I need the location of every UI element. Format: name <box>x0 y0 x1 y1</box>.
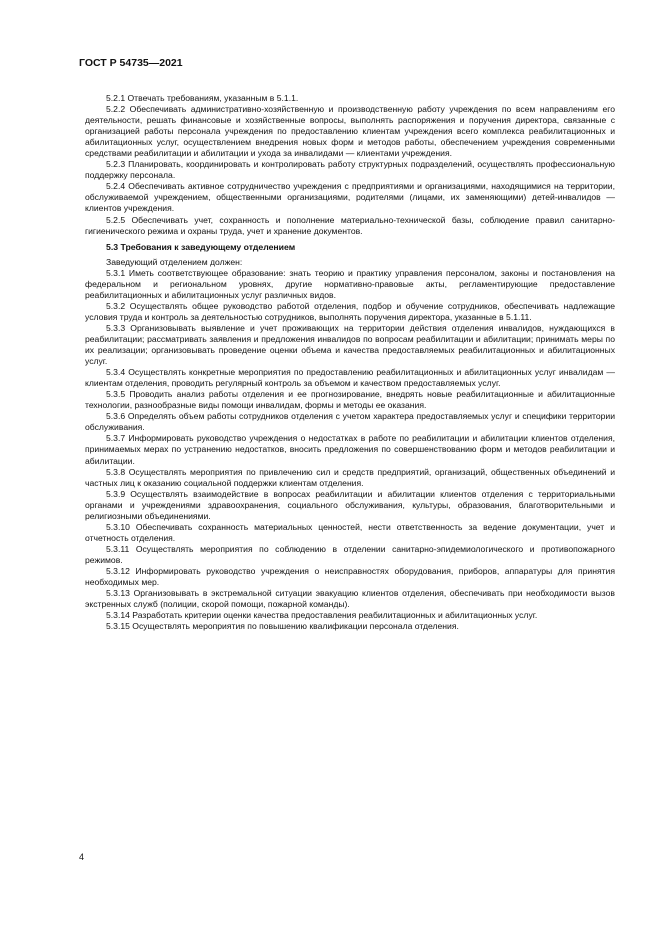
paragraph-5-2-3: 5.2.3 Планировать, координировать и контролировать работу структурных подразделений, осуществлять профессиональную поддержку персонала. <box>85 159 615 181</box>
section-5-3-intro: Заведующий отделением должен: <box>106 256 243 267</box>
paragraph-5-3-9: 5.3.9 Осуществлять взаимодействие в вопросах реабилитации и абилитации клиентов отделения с территориальными органами и учреждениями здравоохранения, социального обслуживания, культуры, образования, благотворительными и религиозными объединениями. <box>85 488 615 521</box>
section-5-3-title: 5.3 Требования к заведующему отделением <box>106 241 296 252</box>
paragraph-5-3-3: 5.3.3 Организовывать выявление и учет проживающих на территории действия отделения инвалидов, нуждающихся в реабилитации; рассматривать заявления и предложения инвалидов по вопросам реабилитации и абилитации; принимать меры по их реализации; организовывать проведение оценки объема и качества предоставляемых реабилитационных и абилитационных услуг. <box>85 322 615 367</box>
document-header: ГОСТ Р 54735—2021 <box>79 57 183 69</box>
paragraph-5-3-13: 5.3.13 Организовывать в экстремальной ситуации эвакуацию клиентов отделения, обеспечивать при необходимости вызов экстренных служб (полиции, скорой помощи, пожарной команды). <box>85 588 615 610</box>
paragraph-5-3-2: 5.3.2 Осуществлять общее руководство работой отделения, подбор и обучение сотрудников, обеспечивать надлежащие условия труда и контроль за деятельностью сотрудников, выполнять поручения директора, указанные в 5.1.11. <box>85 300 615 322</box>
paragraph-5-3-7: 5.3.7 Информировать руководство учреждения о недостатках в работе по реабилитации и абилитации клиентов отделения, принимаемых мерах по устранению недостатков, вносить предложения по совершенствованию форм и методов реабилитации и абилитации. <box>85 433 615 466</box>
paragraph-5-3-5: 5.3.5 Проводить анализ работы отделения и ее прогнозирование, внедрять новые реабилитационные и абилитационные технологии, разнообразные виды помощи инвалидам, формы и методы ее оказания. <box>85 389 615 411</box>
paragraph-5-3-6: 5.3.6 Определять объем работы сотрудников отделения с учетом характера предоставляемых услуг и специфики территории обслуживания. <box>85 411 615 433</box>
paragraph-5-3-12: 5.3.12 Информировать руководство учреждения о неисправностях оборудования, приборов, аппаратуры для принятия необходимых мер. <box>85 565 615 588</box>
paragraph-5-2-2: 5.2.2 Обеспечивать административно-хозяйственную и производственную работу учреждения по всем направлениям его деятельности, решать финансовые и хозяйственные вопросы, выполнять распоряжения и поручения директора, связанные с организацией работы персонала учреждения по предоставлению клиентам учреждения всего комплекса реабилитационных и абилитационных услуг, осуществлением внедрения новых форм и методов работы, обеспечением учреждения современными средствами реабилитации и абилитации и ухода за инвалидами — клиентами учреждения. <box>85 104 615 159</box>
paragraph-5-3-14: 5.3.14 Разработать критерии оценки качества предоставления реабилитационных и абилитационных услуг. <box>106 610 538 621</box>
paragraph-5-3-11: 5.3.11 Осуществлять мероприятия по соблюдению в отделении санитарно-эпидемиологического и противопожарного режимов. <box>85 543 615 565</box>
paragraph-5-3-10: 5.3.10 Обеспечивать сохранность материальных ценностей, нести ответственность за ведение документации, учет и отчетность отделения. <box>85 521 615 543</box>
paragraph-5-2-5: 5.2.5 Обеспечивать учет, сохранность и пополнение материально-технической базы, соблюдение правил санитарно-гигиенического режима и охраны труда, учет и хранение документов. <box>85 214 615 236</box>
paragraph-5-3-4: 5.3.4 Осуществлять конкретные мероприятия по предоставлению реабилитационных и абилитационных услуг инвалидам — клиентам отделения, проводить регулярный контроль за объемом и качеством предоставляемых услуг. <box>85 367 615 389</box>
page-number: 4 <box>79 852 85 862</box>
paragraph-5-3-8: 5.3.8 Осуществлять мероприятия по привлечению сил и средств предприятий, организаций, общественных объединений и частных лиц к оказанию социальной поддержки клиентам отделения. <box>85 466 615 488</box>
paragraph-5-2-4: 5.2.4 Обеспечивать активное сотрудничество учреждения с предприятиями и организациями, находящимися на территории, обслуживаемой учреждением, общественными организациями, родителями (лицами, их заменяющими) детей-инвалидов — клиентов учреждения. <box>85 181 615 214</box>
paragraph-5-2-1: 5.2.1 Отвечать требованиям, указанным в 5.1.1. <box>106 93 299 103</box>
paragraph-5-3-1: 5.3.1 Иметь соответствующее образование: знать теорию и практику управления персоналом, законы и постановления на федеральном и региональном уровнях, другие нормативно-правовые акты, регламентирующие предоставление реабилитационных и абилитационных услуг различных видов. <box>85 267 615 300</box>
paragraph-5-3-15: 5.3.15 Осуществлять мероприятия по повышению квалификации персонала отделения. <box>106 621 459 632</box>
document-body <box>85 93 615 632</box>
